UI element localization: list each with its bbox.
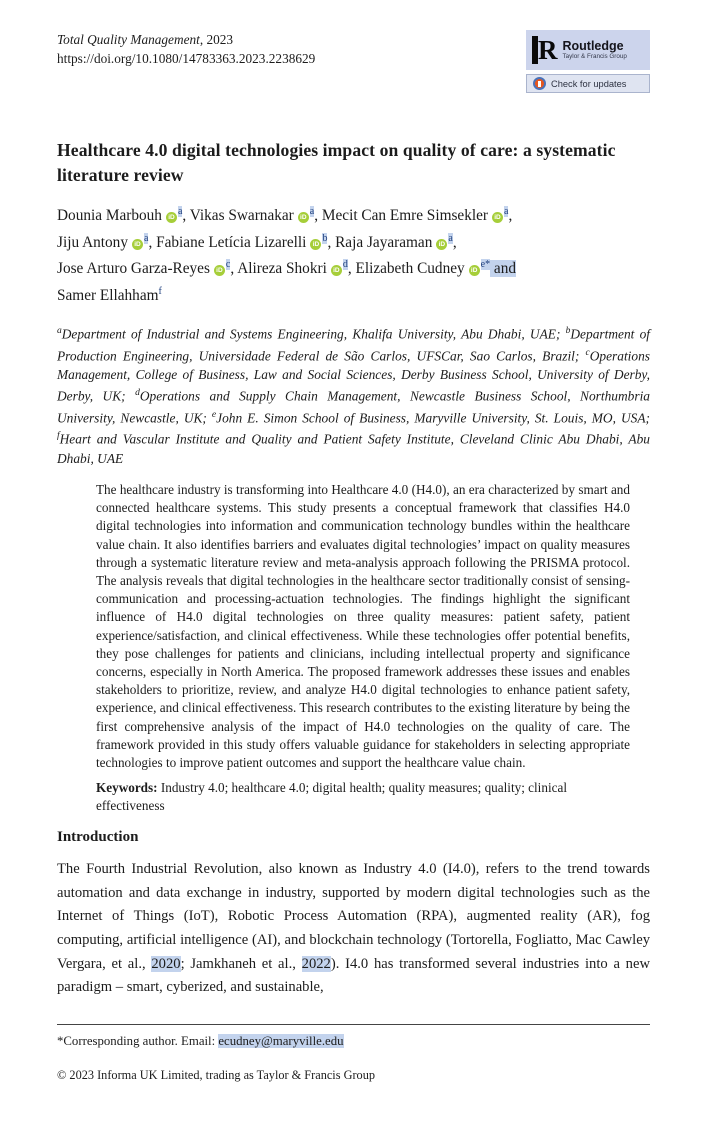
journal-title-line — [57, 30, 315, 49]
affiliation-text: Department of Industrial and Systems Engineering, Khalifa University, Abu Dhabi, UAE; — [61, 326, 566, 342]
journal-year: , 2023 — [199, 32, 234, 47]
intro-text: ; Jamkhaneh et al., — [180, 955, 302, 972]
keywords-text: Industry 4.0; healthcare 4.0; digital health; quality measures; quality; clinical effectiveness — [96, 780, 567, 814]
keywords-line — [96, 779, 630, 815]
page-header — [57, 30, 650, 93]
routledge-r-icon — [532, 36, 558, 64]
author-separator: , — [347, 260, 356, 278]
author-separator: , — [182, 207, 190, 225]
orcid-icon[interactable]: iD — [298, 212, 309, 223]
affiliation-text: Operations and Supply Chain Management, Newcastle Business School, Northumbria University, Newcastle, UK; — [57, 388, 650, 426]
affiliation-ref[interactable]: a — [504, 206, 509, 217]
journal-name: Total Quality Management — [57, 32, 200, 47]
author — [335, 234, 457, 251]
author-name: Mecit Can Emre Simsekler — [321, 207, 488, 225]
check-for-updates-button[interactable] — [526, 74, 650, 93]
author-separator: , — [230, 260, 238, 278]
intro-text: The Fourth Industrial Revolution, also known as Industry 4.0 (I4.0), refers to the trend towards automation and data exchange in industry, supported by modern digital technologies such as the Internet of Things (IoT), Robotic Process Automation (RPA), augmented reality (AR), fog computing, artificial intelligence (AI), and blockchain technology (Tortorella, Fogliatto, Mac Cawley Vergara, et al., — [57, 861, 650, 972]
citation-link[interactable]: 2020 — [151, 955, 181, 972]
abstract-block — [96, 481, 630, 816]
orcid-icon[interactable]: iD — [436, 239, 447, 250]
corresponding-author-line — [57, 1034, 650, 1049]
keywords-label: Keywords: — [96, 780, 158, 796]
author-list — [57, 201, 650, 307]
copyright-line: © 2023 Informa UK Limited, trading as Taylor & Francis Group — [57, 1068, 376, 1082]
footnote-area — [57, 1024, 650, 1083]
and-word: and — [490, 260, 517, 278]
doi-link[interactable]: https://doi.org/10.1080/14783363.2023.2238629 — [57, 51, 316, 66]
author-separator: , — [314, 207, 322, 225]
orcid-icon[interactable]: iD — [132, 239, 143, 250]
orcid-icon[interactable]: iD — [214, 265, 225, 276]
author — [57, 287, 162, 304]
routledge-letter: R — [538, 35, 558, 65]
journal-info — [57, 30, 315, 68]
author — [57, 207, 190, 224]
affiliation-marker: a — [57, 326, 62, 337]
orcid-icon[interactable]: iD — [310, 239, 321, 250]
publisher-column — [526, 30, 650, 93]
author — [237, 260, 355, 277]
routledge-logo-text — [563, 39, 627, 61]
footnote-divider — [57, 1024, 650, 1025]
citation-link[interactable]: 2022 — [301, 955, 331, 972]
affiliation-ref[interactable]: d — [342, 259, 348, 270]
affiliation-ref[interactable]: a — [448, 232, 453, 244]
affiliation-ref[interactable]: a — [143, 232, 149, 244]
author — [190, 207, 322, 224]
affiliation-text: Department of Production Engineering, Universidade Federal de São Carlos, UFSCar, Sao Carlos, Brazil; — [57, 326, 650, 364]
article-title: Healthcare 4.0 digital technologies impact on quality of care: a systematic literature review — [57, 140, 616, 185]
intro-text: ). I4.0 has transformed several industries into a new paradigm – smart, cyberized, and sustainable, — [57, 955, 650, 996]
orcid-icon[interactable]: iD — [492, 212, 503, 223]
author-name: Vikas Swarnakar — [189, 207, 294, 225]
affiliation-ref[interactable]: e* — [480, 259, 491, 270]
author — [156, 234, 335, 251]
affiliations — [57, 322, 650, 467]
affiliation-marker: f — [57, 431, 60, 442]
check-for-updates-label: Check for updates — [551, 78, 627, 89]
author-name: Jose Arturo Garza-Reyes — [57, 260, 210, 278]
orcid-icon[interactable]: iD — [331, 265, 342, 276]
affiliation-marker: b — [565, 326, 571, 337]
author-name: Fabiane Letícia Lizarelli — [156, 233, 307, 251]
author-name: Alireza Shokri — [237, 260, 327, 278]
author-separator: , — [508, 207, 513, 225]
affiliation-ref[interactable]: f — [158, 285, 162, 297]
routledge-name: Routledge — [562, 39, 624, 53]
author-separator: , — [148, 233, 157, 251]
affiliation-ref[interactable]: c — [225, 259, 231, 270]
affiliation-marker: c — [585, 347, 590, 358]
author — [355, 260, 516, 277]
introduction-paragraph — [57, 858, 650, 1000]
abstract-text: The healthcare industry is transforming into Healthcare 4.0 (H4.0), an era characterized by smart and connected healthcare systems. This study presents a conceptual framework that classifies H4.0 digital technologies into information and communication technology bundles within the healthcare value chain. It also identifies barriers and evaluates digital technologies’ impact on quality measures through a systematic literature review and meta-analysis approach following the PRISMA protocol. The analysis reveals that digital technologies in the healthcare sector traditionally consist of sensing-communication and processing-actuation technologies. The findings highlight the significant influence of H4.0 digital technologies on three quality measures: patient safety, patient experience/satisfaction, and clinical effectiveness. While these technologies offer potential benefits, they pose challenges for patients and clinicians, including intellectual property and significance concerns, especially in North America. The proposed framework addresses these issues and enables stakeholders to prioritize, review, and analyze H4.0 digital technologies to enhance patient safety, experience, and clinical effectiveness. This research contributes to the existing literature by being the first comprehensive analysis of the impact of H4.0 technologies on the quality of care. The framework provided in this study offers valuable guidance for stakeholders in selecting appropriate technologies to improve patient outcomes and support the healthcare value chain. — [96, 482, 630, 771]
orcid-icon[interactable]: iD — [469, 265, 480, 276]
affiliation-ref[interactable]: b — [322, 232, 328, 244]
affiliation-text: John E. Simon School of Business, Maryville University, St. Louis, MO, USA; — [216, 410, 650, 426]
orcid-icon[interactable]: iD — [166, 212, 177, 223]
affiliation-text: Heart and Vascular Institute and Quality and Patient Safety Institute, Cleveland Clinic Abu Dhabi, Abu Dhabi, UAE — [57, 431, 650, 466]
crossmark-icon — [533, 77, 546, 90]
corresponding-prefix: *Corresponding author. Email: — [57, 1034, 219, 1048]
author-name: Raja Jayaraman — [335, 233, 433, 251]
author-name: Jiju Antony — [57, 233, 128, 251]
affiliation-marker: d — [135, 388, 140, 399]
routledge-tagline: Taylor & Francis Group — [562, 53, 627, 60]
email-link[interactable]: ecudney@maryville.edu — [218, 1034, 344, 1048]
routledge-logo — [526, 30, 650, 70]
author — [322, 207, 512, 224]
author — [57, 260, 237, 277]
author-name: Dounia Marbouh — [57, 207, 162, 225]
affiliation-text: Operations Management, College of Business, Law and Social Sciences, Derby Business School, University of Derby, Derby, UK; — [57, 348, 650, 404]
affiliation-marker: e — [211, 409, 217, 420]
affiliation-ref[interactable]: a — [177, 206, 183, 217]
author-name: Elizabeth Cudney — [355, 260, 465, 278]
affiliation-ref[interactable]: a — [309, 206, 315, 217]
author-separator: , — [452, 233, 457, 251]
author-name: Samer Ellahham — [57, 286, 159, 304]
author — [57, 234, 156, 251]
section-heading-introduction: Introduction — [57, 828, 139, 845]
author-separator: , — [327, 233, 336, 251]
